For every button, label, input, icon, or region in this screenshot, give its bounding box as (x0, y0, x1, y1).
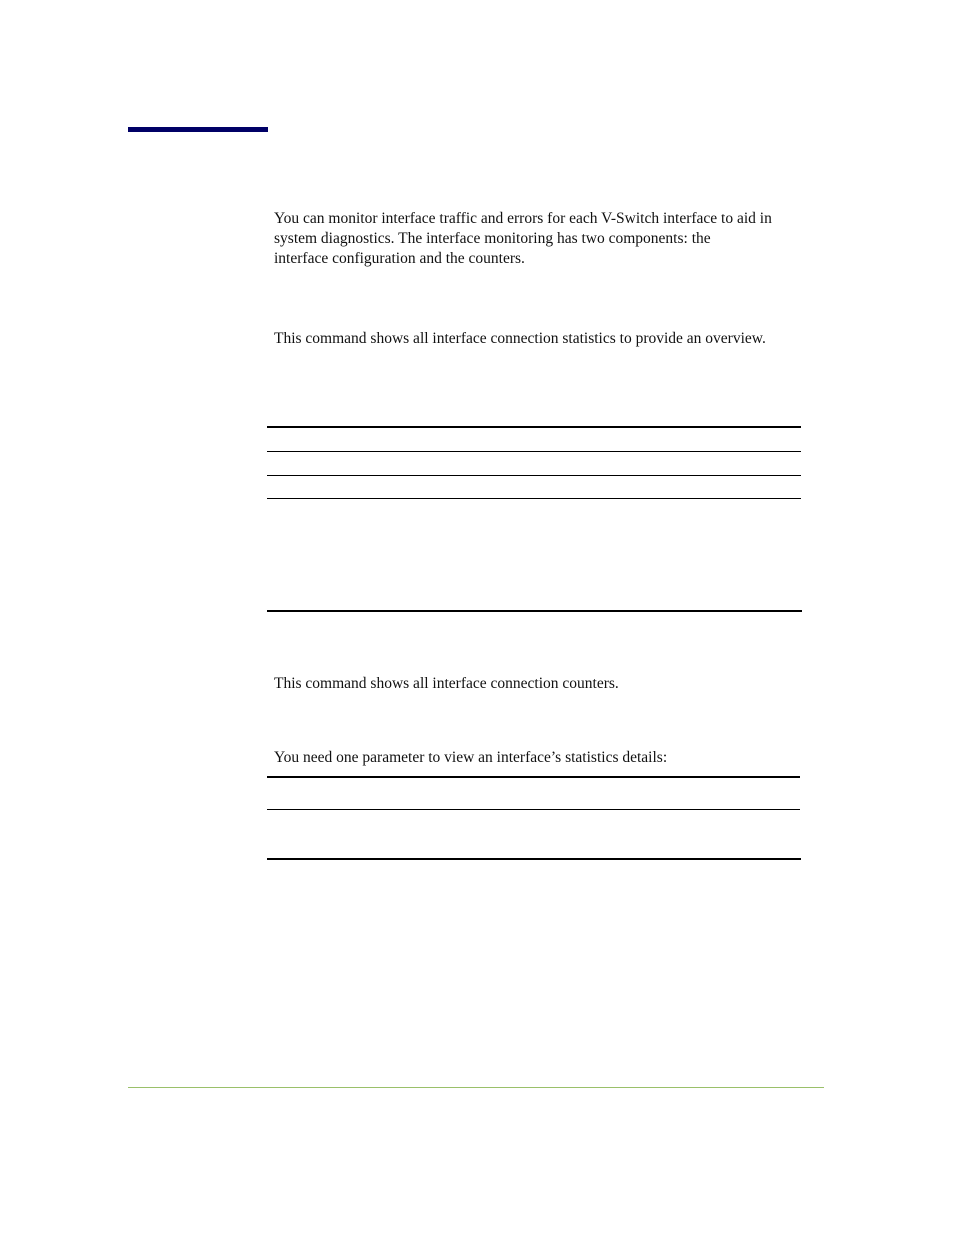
intro-line-3: interface configuration and the counters. (274, 250, 525, 267)
intro-paragraph (274, 209, 834, 269)
counters-command-description: This command shows all interface connection counters. (274, 675, 619, 692)
table-top-rule (267, 776, 800, 778)
intro-line-1: You can monitor interface traffic and errors for each V-Switch interface to aid in (274, 210, 772, 227)
table-row-divider (267, 809, 800, 810)
parameter-intro: You need one parameter to view an interface’s statistics details: (274, 749, 668, 766)
table-top-rule (267, 426, 801, 428)
footer-rule (128, 1087, 824, 1088)
table-bottom-rule (267, 858, 801, 860)
intro-line-2: system diagnostics. The interface monitoring has two components: the (274, 230, 711, 247)
statistics-command-description: This command shows all interface connection statistics to provide an overview. (274, 330, 766, 347)
table-row-divider (267, 451, 801, 452)
table-bottom-rule (267, 610, 802, 612)
section-heading-accent-rule (128, 127, 268, 132)
table-row-divider (267, 498, 801, 499)
table-row-divider (267, 475, 801, 476)
